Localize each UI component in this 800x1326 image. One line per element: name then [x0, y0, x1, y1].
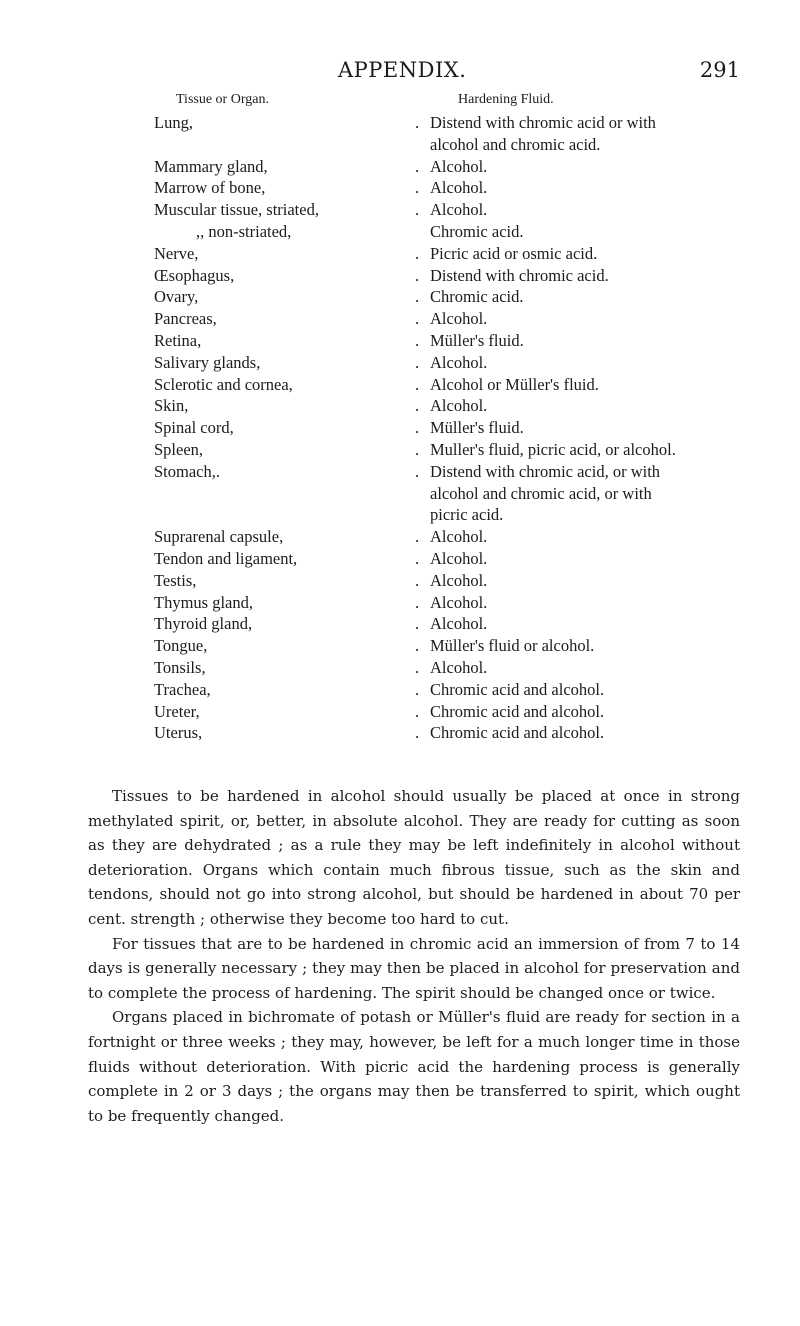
table-row — [0, 330, 800, 352]
fluid-line: Alcohol. — [430, 396, 488, 416]
hardening-fluid — [430, 701, 760, 723]
leader-dots: . — [415, 570, 420, 590]
tissue-name: Muscular tissue, striated, — [154, 200, 319, 220]
table-row — [0, 286, 800, 308]
tissue-name: ,, non-striated, — [196, 221, 292, 241]
table-row — [0, 657, 800, 679]
paragraph: For tissues that are to be hardened in chromic acid an immersion of from 7 to 14 days is generally necessary ; they may then be placed in alcohol for preservation and to complete the process of hardening. The spirit should be changed once or twice. — [88, 934, 740, 1002]
hardening-fluid — [430, 592, 760, 614]
hardening-fluid — [430, 177, 760, 199]
leader-dots: . — [415, 352, 420, 372]
fluid-line: picric acid. — [430, 505, 504, 525]
fluid-line: Chromic acid. — [430, 221, 524, 241]
tissue-name: Pancreas, — [154, 309, 217, 329]
fluid-line: Alcohol or Müller's fluid. — [430, 374, 599, 394]
table-row — [0, 112, 800, 156]
table-row — [0, 395, 800, 417]
fluid-line: Distend with chromic acid or with — [430, 113, 656, 132]
table-row — [0, 461, 800, 526]
table-row — [0, 199, 800, 221]
paragraph: Tissues to be hardened in alcohol should usually be placed at once in strong methylated spirit, or, better, in absolute alcohol. They are ready for cutting as soon as they are dehydrated ; as a rule they may be left indefinitely in alcohol without deterioration. Organs which contain much fibrous tissue, such as the skin and tendons, should not go into strong alcohol, but should be hardened in about 70 per cent. strength ; otherwise they become too hard to cut. — [88, 787, 740, 928]
leader-dots: . — [415, 156, 420, 176]
tissue-name: Lung, — [154, 113, 193, 132]
hardening-fluid — [430, 722, 760, 744]
leader-dots: . — [415, 309, 420, 329]
leader-dots: . — [415, 287, 420, 307]
fluid-line: Distend with chromic acid, or with — [430, 461, 661, 481]
table-row — [0, 613, 800, 635]
table-row — [0, 722, 800, 744]
table-row — [0, 308, 800, 330]
hardening-fluid — [430, 635, 760, 657]
hardening-fluid — [430, 330, 760, 352]
fluid-line: Alcohol. — [430, 309, 488, 329]
leader-dots: . — [415, 614, 420, 634]
hardening-fluid — [430, 526, 760, 548]
fluid-line: Alcohol. — [430, 156, 488, 176]
fluid-line: Alcohol. — [430, 352, 488, 372]
leader-dots: . — [415, 439, 420, 459]
column-header-fluid: Hardening Fluid. — [458, 92, 554, 107]
tissue-name: Spinal cord, — [154, 418, 234, 438]
hardening-fluid — [430, 243, 760, 265]
table-row — [0, 156, 800, 178]
table-row — [0, 243, 800, 265]
hardening-fluid — [430, 112, 760, 156]
tissue-name: Thyroid gland, — [154, 614, 253, 634]
leader-dots: . — [415, 657, 420, 677]
hardening-fluid — [430, 352, 760, 374]
fluid-line: Alcohol. — [430, 200, 488, 220]
hardening-fluid — [430, 439, 760, 461]
leader-dots: . — [415, 548, 420, 568]
leader-dots: . — [415, 418, 420, 438]
tissue-name: Thymus gland, — [154, 592, 253, 612]
leader-dots: . — [415, 723, 420, 743]
tissue-name: Ovary, — [154, 287, 199, 307]
tissue-name: Nerve, — [154, 243, 199, 263]
leader-dots: . — [415, 636, 420, 656]
table-row — [0, 592, 800, 614]
tissue-name: Tongue, — [154, 636, 208, 656]
table-row — [0, 635, 800, 657]
hardening-fluid — [430, 308, 760, 330]
tissue-name: Trachea, — [154, 679, 211, 699]
leader-dots: . — [415, 592, 420, 612]
table-row — [0, 374, 800, 396]
tissue-name: Salivary glands, — [154, 352, 261, 372]
fluid-line: Müller's fluid. — [430, 418, 524, 438]
hardening-fluid — [430, 395, 760, 417]
fluid-line: Alcohol. — [430, 178, 488, 198]
fluid-line: Alcohol. — [430, 548, 488, 568]
table-row — [0, 439, 800, 461]
hardening-fluid — [430, 548, 760, 570]
running-title: APPENDIX. — [338, 58, 467, 82]
tissue-name: Spleen, — [154, 439, 204, 459]
table-row — [0, 177, 800, 199]
leader-dots: . — [415, 243, 420, 263]
tissue-name: Retina, — [154, 330, 202, 350]
leader-dots: . — [415, 265, 420, 285]
leader-dots: . — [415, 374, 420, 394]
fluid-line: Müller's fluid or alcohol. — [430, 636, 595, 656]
table-row — [0, 265, 800, 287]
tissue-name: Suprarenal capsule, — [154, 527, 284, 547]
leader-dots: . — [415, 679, 420, 699]
paragraph: Organs placed in bichromate of potash or Müller's fluid are ready for section in a fortnight or three weeks ; they may, however, be left for a much longer time in those fluids without deterioration. With picric acid the hardening process is generally complete in 2 or 3 days ; the organs may then be transferred to spirit, which ought to be frequently changed. — [88, 1008, 740, 1125]
hardening-fluid — [430, 657, 760, 679]
fluid-line: Müller's fluid. — [430, 330, 524, 350]
fluid-line: alcohol and chromic acid. — [430, 134, 601, 154]
tissue-name: Œsophagus, — [154, 265, 235, 285]
hardening-fluid — [430, 679, 760, 701]
hardening-fluid — [430, 199, 760, 221]
fluid-line: Chromic acid and alcohol. — [430, 723, 605, 743]
leader-dots: . — [415, 461, 420, 481]
tissue-name: Uterus, — [154, 723, 203, 743]
fluid-line: Alcohol. — [430, 657, 488, 677]
leader-dots: . — [415, 330, 420, 350]
leader-dots: . — [415, 527, 420, 547]
table-row — [0, 570, 800, 592]
body-text — [88, 784, 740, 1128]
tissue-name: Sclerotic and cornea, — [154, 374, 293, 394]
fluid-line: Alcohol. — [430, 592, 488, 612]
fluid-line: Alcohol. — [430, 614, 488, 634]
fluid-line: Picric acid or osmic acid. — [430, 243, 598, 263]
table-row — [0, 352, 800, 374]
hardening-fluid — [430, 221, 760, 243]
table-row — [0, 417, 800, 439]
fluid-line: Chromic acid. — [430, 287, 524, 307]
page-number: 291 — [699, 58, 740, 82]
leader-dots: . — [415, 178, 420, 198]
tissue-name: Marrow of bone, — [154, 178, 266, 198]
hardening-fluid — [430, 461, 760, 526]
tissue-name: Ureter, — [154, 701, 200, 721]
hardening-fluid — [430, 613, 760, 635]
table-row — [0, 548, 800, 570]
tissue-name: Testis, — [154, 570, 197, 590]
hardening-fluid — [430, 417, 760, 439]
hardening-fluid — [430, 570, 760, 592]
running-head — [0, 58, 800, 88]
tissue-name: Tendon and ligament, — [154, 548, 298, 568]
fluid-line: alcohol and chromic acid, or with — [430, 483, 652, 503]
leader-dots: . — [415, 396, 420, 416]
column-header-tissue: Tissue or Organ. — [176, 92, 269, 107]
hardening-fluid — [430, 374, 760, 396]
tissue-name: Stomach,. — [154, 461, 220, 481]
table-row — [0, 679, 800, 701]
hardening-table — [0, 112, 800, 744]
fluid-line: Alcohol. — [430, 570, 488, 590]
leader-dots: . — [415, 200, 420, 220]
tissue-name: Tonsils, — [154, 657, 206, 677]
leader-dots: . — [415, 113, 420, 132]
fluid-line: Chromic acid and alcohol. — [430, 701, 605, 721]
fluid-line: Alcohol. — [430, 527, 488, 547]
fluid-line: Chromic acid and alcohol. — [430, 679, 605, 699]
hardening-fluid — [430, 156, 760, 178]
hardening-fluid — [430, 286, 760, 308]
hardening-fluid — [430, 265, 760, 287]
tissue-name: Mammary gland, — [154, 156, 268, 176]
table-row — [0, 221, 800, 243]
fluid-line: Distend with chromic acid. — [430, 265, 609, 285]
table-row — [0, 526, 800, 548]
tissue-name: Skin, — [154, 396, 189, 416]
leader-dots: . — [415, 701, 420, 721]
fluid-line: Muller's fluid, picric acid, or alcohol. — [430, 439, 676, 459]
table-row — [0, 701, 800, 723]
